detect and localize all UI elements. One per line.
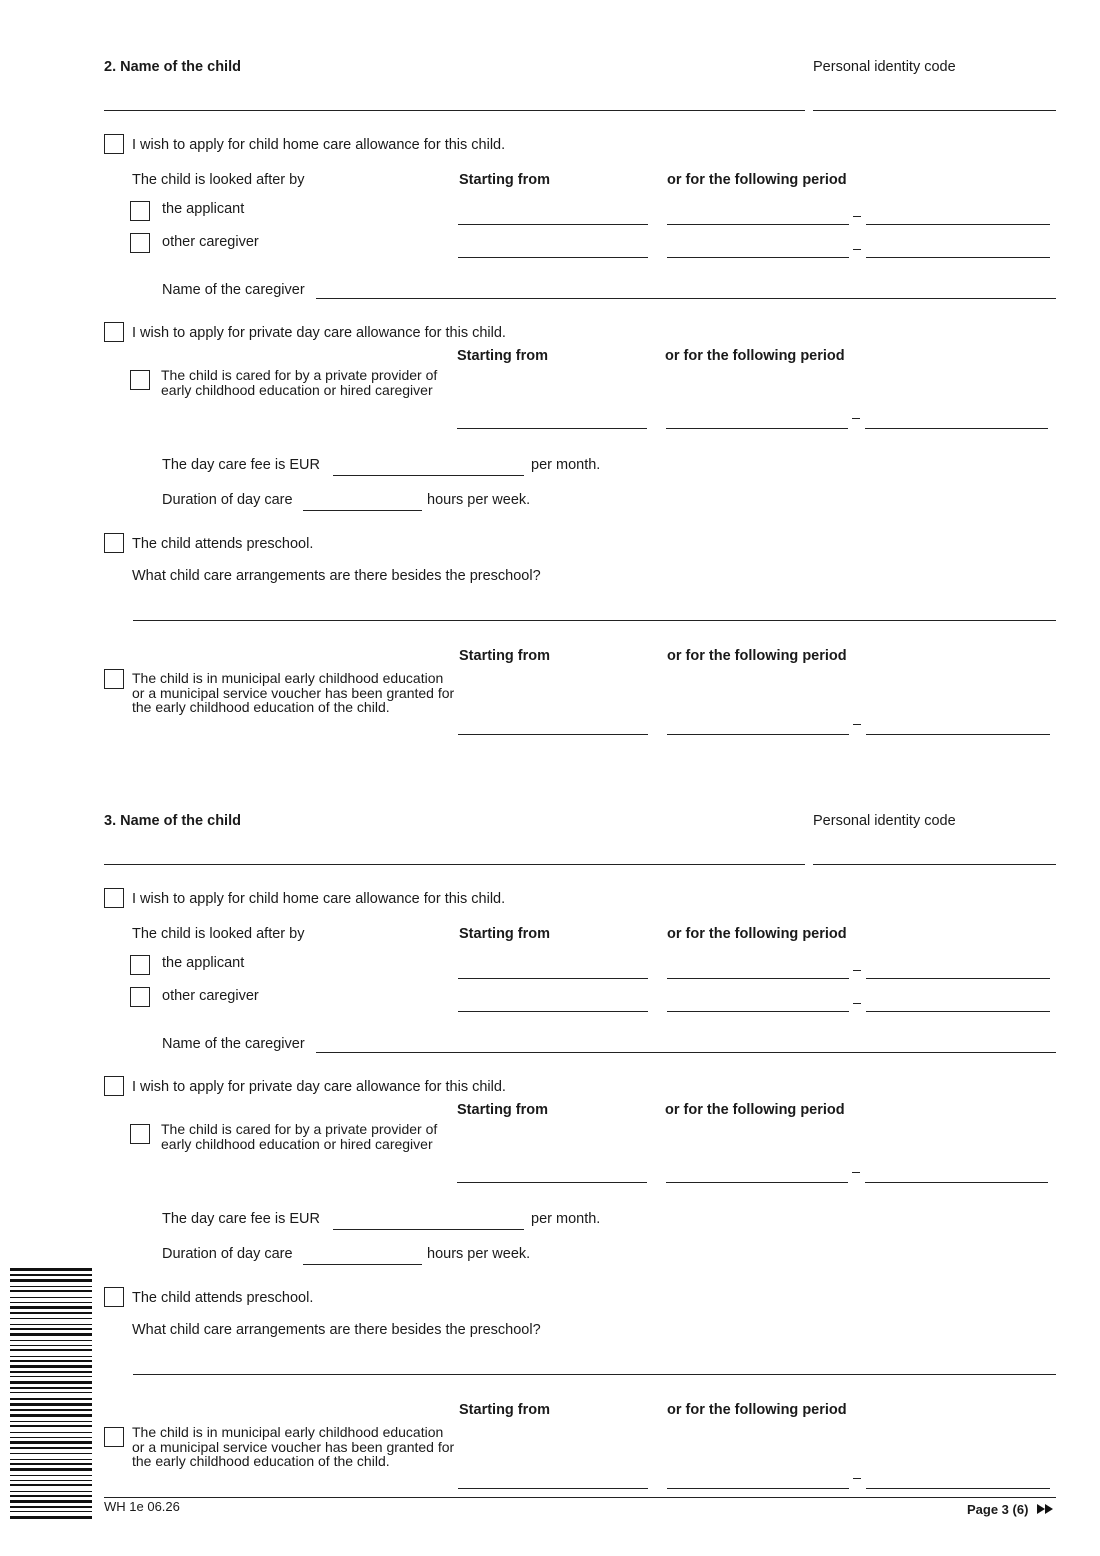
personal-identity-code-label: Personal identity code [813, 813, 956, 829]
preschool-question: What child care arrangements are there besides the preschool? [132, 1322, 541, 1338]
private-provider-checkbox[interactable] [130, 1124, 150, 1144]
applicant-period-start-field[interactable] [667, 224, 849, 225]
private-day-care-checkbox[interactable] [104, 1076, 124, 1096]
section-title: 3. Name of the child [104, 813, 241, 829]
looked-after-by-label: The child is looked after by [132, 172, 305, 188]
child-section-2 [0, 0, 1100, 754]
barcode [10, 1268, 92, 1520]
day-care-fee-field[interactable] [333, 1229, 524, 1230]
starting-from-heading: Starting from [459, 1402, 551, 1418]
period-dash [852, 1172, 860, 1173]
other-caregiver-period-start-field[interactable] [667, 1011, 849, 1012]
caregiver-name-field[interactable] [316, 298, 1056, 299]
section-title: 2. Name of the child [104, 59, 241, 75]
private-care-start-date-field[interactable] [457, 428, 647, 429]
starting-from-heading: Starting from [457, 1102, 549, 1118]
period-heading: or for the following period [667, 648, 847, 664]
hours-per-week-label: hours per week. [427, 1246, 531, 1262]
day-care-fee-field[interactable] [333, 475, 524, 476]
period-dash [853, 970, 861, 971]
per-month-label: per month. [531, 457, 601, 473]
private-provider-label: The child is cared for by a private provider of early childhood education or hired caregiver [161, 1121, 438, 1152]
hours-per-week-label: hours per week. [427, 492, 531, 508]
starting-from-heading: Starting from [459, 172, 551, 188]
duration-field[interactable] [303, 1264, 422, 1265]
municipal-period-start-field[interactable] [667, 1488, 849, 1489]
personal-identity-code-field[interactable] [813, 110, 1056, 111]
starting-from-heading: Starting from [459, 648, 551, 664]
private-provider-label: The child is cared for by a private provider of early childhood education or hired caregiver [161, 367, 438, 398]
care-arrangements-field[interactable] [133, 1374, 1056, 1375]
preschool-question: What child care arrangements are there besides the preschool? [132, 568, 541, 584]
preschool-label: The child attends preschool. [132, 536, 314, 552]
period-dash [853, 249, 861, 250]
other-caregiver-period-start-field[interactable] [667, 257, 849, 258]
municipal-period-end-field[interactable] [866, 734, 1050, 735]
starting-from-heading: Starting from [457, 348, 549, 364]
municipal-period-end-field[interactable] [866, 1488, 1050, 1489]
preschool-checkbox[interactable] [104, 533, 124, 553]
personal-identity-code-label: Personal identity code [813, 59, 956, 75]
period-heading: or for the following period [665, 348, 845, 364]
other-caregiver-label: other caregiver [162, 234, 259, 250]
municipal-start-date-field[interactable] [458, 734, 648, 735]
double-arrow-right-icon[interactable] [1037, 1504, 1054, 1514]
other-caregiver-period-end-field[interactable] [866, 257, 1050, 258]
other-caregiver-label: other caregiver [162, 988, 259, 1004]
private-care-start-date-field[interactable] [457, 1182, 647, 1183]
period-dash [853, 1478, 861, 1479]
period-heading: or for the following period [667, 926, 847, 942]
private-day-care-apply-label: I wish to apply for private day care allowance for this child. [132, 1079, 506, 1095]
applicant-start-date-field[interactable] [458, 978, 648, 979]
period-heading: or for the following period [667, 1402, 847, 1418]
municipal-start-date-field[interactable] [458, 1488, 648, 1489]
applicant-checkbox[interactable] [130, 955, 150, 975]
duration-field[interactable] [303, 510, 422, 511]
caregiver-name-label: Name of the caregiver [162, 1036, 305, 1052]
private-care-period-start-field[interactable] [666, 428, 848, 429]
child-name-field[interactable] [104, 864, 805, 865]
period-dash [853, 1003, 861, 1004]
period-dash [852, 418, 860, 419]
applicant-period-start-field[interactable] [667, 978, 849, 979]
home-care-allowance-checkbox[interactable] [104, 134, 124, 154]
per-month-label: per month. [531, 1211, 601, 1227]
duration-label: Duration of day care [162, 1246, 293, 1262]
home-care-apply-label: I wish to apply for child home care allowance for this child. [132, 891, 506, 907]
form-code: WH 1e 06.26 [104, 1499, 180, 1514]
private-care-period-end-field[interactable] [865, 428, 1048, 429]
private-day-care-apply-label: I wish to apply for private day care allowance for this child. [132, 325, 506, 341]
preschool-checkbox[interactable] [104, 1287, 124, 1307]
home-care-allowance-checkbox[interactable] [104, 888, 124, 908]
day-care-fee-label: The day care fee is EUR [162, 1211, 320, 1227]
period-dash [853, 724, 861, 725]
period-heading: or for the following period [665, 1102, 845, 1118]
other-caregiver-checkbox[interactable] [130, 233, 150, 253]
footer-rule [104, 1497, 1056, 1498]
private-provider-checkbox[interactable] [130, 370, 150, 390]
caregiver-name-field[interactable] [316, 1052, 1056, 1053]
home-care-apply-label: I wish to apply for child home care allowance for this child. [132, 137, 506, 153]
municipal-period-start-field[interactable] [667, 734, 849, 735]
municipal-education-checkbox[interactable] [104, 1427, 124, 1447]
page-number: Page 3 (6) [967, 1502, 1029, 1517]
personal-identity-code-field[interactable] [813, 864, 1056, 865]
applicant-period-end-field[interactable] [866, 224, 1050, 225]
applicant-label: the applicant [162, 201, 245, 217]
other-caregiver-start-date-field[interactable] [458, 1011, 648, 1012]
period-heading: or for the following period [667, 172, 847, 188]
private-care-period-start-field[interactable] [666, 1182, 848, 1183]
municipal-education-label: The child is in municipal early childhood education or a municipal service voucher has been granted for the early childhood education of the child. [132, 670, 455, 716]
municipal-education-checkbox[interactable] [104, 669, 124, 689]
other-caregiver-checkbox[interactable] [130, 987, 150, 1007]
child-section-3 [0, 754, 1100, 1508]
other-caregiver-start-date-field[interactable] [458, 257, 648, 258]
applicant-label: the applicant [162, 955, 245, 971]
preschool-label: The child attends preschool. [132, 1290, 314, 1306]
private-day-care-checkbox[interactable] [104, 322, 124, 342]
starting-from-heading: Starting from [459, 926, 551, 942]
duration-label: Duration of day care [162, 492, 293, 508]
care-arrangements-field[interactable] [133, 620, 1056, 621]
caregiver-name-label: Name of the caregiver [162, 282, 305, 298]
other-caregiver-period-end-field[interactable] [866, 1011, 1050, 1012]
private-care-period-end-field[interactable] [865, 1182, 1048, 1183]
child-name-field[interactable] [104, 110, 805, 111]
applicant-start-date-field[interactable] [458, 224, 648, 225]
applicant-checkbox[interactable] [130, 201, 150, 221]
looked-after-by-label: The child is looked after by [132, 926, 305, 942]
applicant-period-end-field[interactable] [866, 978, 1050, 979]
day-care-fee-label: The day care fee is EUR [162, 457, 320, 473]
period-dash [853, 216, 861, 217]
municipal-education-label: The child is in municipal early childhood education or a municipal service voucher has been granted for the early childhood education of the child. [132, 1424, 455, 1470]
